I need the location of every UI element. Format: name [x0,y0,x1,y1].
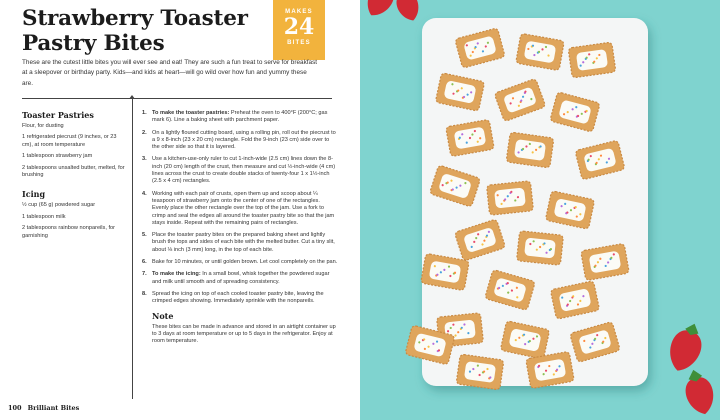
step-text: Place the toaster pastry bites on the prepared baking sheet and lightly brush the tops and sides of each bite with the melted butter. Cut a tiny slit, about ⅛ inch (3 mm) long, in the top of each bite. [152,232,335,253]
step-text: In a small bowl, whisk together the powdered sugar and milk until smooth and of spreading consistency. [152,271,330,285]
pastry-bite [456,354,504,390]
pastry-bite [568,42,616,78]
recipe-step [142,156,338,185]
recipe-step [142,271,338,286]
recipe-steps [142,110,338,345]
note-heading: Note [152,310,174,321]
book-title: Brilliant Bites [27,404,80,412]
page-footer [8,404,79,412]
column-divider [132,99,133,399]
step-number: 8. [142,290,147,297]
food-photo [360,0,720,420]
ingredient-item: 1 tablespoon strawberry jam [22,153,93,160]
recipe-step [142,291,338,306]
ingredient-item: 1 refrigerated piecrust (9 inches, or 23 cm), at room temperature [22,134,117,148]
recipe-title-line-1: Strawberry Toaster [22,6,248,31]
ingredients-list [22,110,126,244]
pastry-photo-illustration [360,0,720,420]
yield-badge [273,0,325,60]
pastry-bite [487,181,534,215]
recipe-step [142,259,338,266]
step-text: Bake for 10 minutes, or until golden brown. Let cool completely on the pan. [152,259,338,266]
yield-badge-unit: BITES [287,40,311,46]
step-number: 5. [142,232,147,239]
step-number: 4. [142,190,147,197]
step-number: 1. [142,110,147,116]
step-text: Preheat the oven to 400°F (200°C; gas mark 6). Line a baking sheet with parchment paper. [152,110,328,124]
ingredient-item: 2 tablespoons unsalted butter, melted, for brushing [22,164,125,179]
step-number: 7. [142,271,147,278]
yield-badge-label: MAKES [285,9,313,15]
step-text: Use a kitchen-use-only ruler to cut 1-inch-wide (2.5 cm) lines down the 8-inch (20 cm) length of the crust, then measure and cut ½-inch-wide (4 cm) lines across the crust to create double stacks of twenty-four 1 x 1½-inch (2.5 x 4 cm) rectangles. [152,156,336,185]
pastry-bite [506,132,554,168]
recipe-title-line-2: Pastry Bites [22,31,165,56]
recipe-title [22,6,262,56]
pastry-icing [494,187,526,208]
ingredients-heading-pastries: Toaster Pastries [22,110,94,120]
recipe-step [142,232,338,254]
step-lead: To make the toaster pastries: [152,110,230,116]
ingredient-item: ½ cup (65 g) powdered sugar [22,202,96,209]
pastry-bite [517,231,564,265]
step-number: 2. [142,129,147,136]
step-text: Working with each pair of crusts, open them up and scoop about ¼ teaspoon of strawberry jam onto the center of one of the rectangles. Evenly place the other rectangle over the top of the jam. Use a fork to crimp and seal the edges all around the toaster pastry bite so that the jam stays inside. Repeat with the remaining pairs of rectangles. [152,190,335,226]
step-text: On a lightly floured cutting board, using a rolling pin, roll out the piecrust to a 9 x 8-inch (23 x 20 cm) rectangle. Fold the 9-inch (23 cm) side over to the other side so that it is layered. [152,129,336,151]
note-text: These bites can be made in advance and stored in an airtight container up to 3 days at room temperature or up to 5 days in the refrigerator. Enjoy at room temperature. [152,323,336,345]
yield-badge-count: 24 [283,14,315,40]
step-text: Spread the icing on top of each cooled toaster pastry bite, leaving the crimped edges showing. Immediately sprinkle with the nonpareils. [152,290,324,305]
section-divider [22,98,332,99]
recipe-step [142,130,338,152]
ingredient-item: Flour, for dusting [22,123,64,129]
recipe-step [142,191,338,227]
page-number: 100 [8,404,22,412]
recipe-intro: These are the cutest little bites you will ever see and eat! They are such a fun treat to serve for breakfast at a sleepover or birthday party. Kids—and kids at heart—will go wild over how fun and yummy these are. [22,59,318,87]
step-number: 3. [142,156,147,163]
ingredient-item: 1 tablespoon milk [22,213,66,220]
ingredients-heading-icing: Icing [22,189,46,200]
recipe-step [142,110,338,125]
step-number: 6. [142,259,147,266]
ingredient-item: 2 tablespoons rainbow nonpareils, for garnishing [22,225,115,239]
step-lead: To make the icing: [152,271,201,278]
